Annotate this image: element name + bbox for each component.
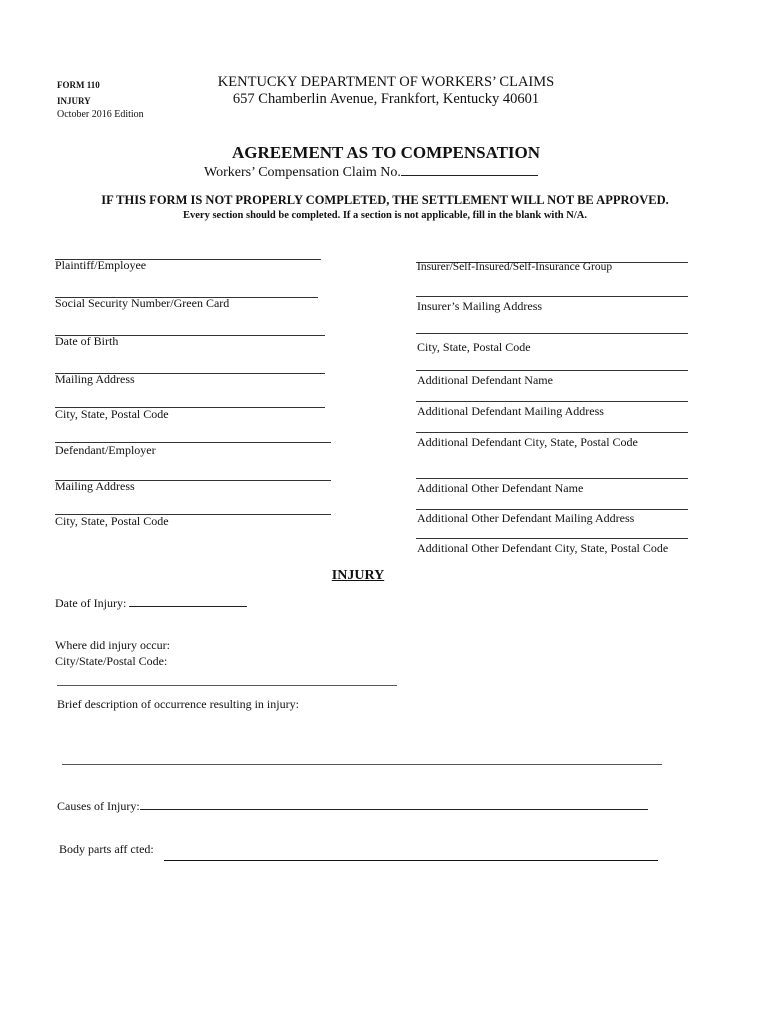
causes-field[interactable] [140, 796, 648, 810]
insurer-city-label: City, State, Postal Code [417, 340, 531, 354]
injury-city-label: City/State/Postal Code: [55, 654, 168, 668]
injury-location-field[interactable] [57, 685, 397, 686]
employer-city-label: City, State, Postal Code [55, 514, 169, 528]
mailing-address-label: Mailing Address [55, 372, 135, 386]
additional-defendant-name-field[interactable] [416, 370, 688, 371]
causes-label: Causes of Injury: [57, 799, 140, 813]
additional-defendant-mailing-label: Additional Defendant Mailing Address [417, 404, 604, 418]
insurer-city-field[interactable] [416, 333, 688, 334]
claim-number-label: Workers’ Compensation Claim No. [204, 165, 401, 180]
date-of-injury-label: Date of Injury: [55, 596, 127, 610]
additional-other-mailing-field[interactable] [416, 509, 688, 510]
dob-label: Date of Birth [55, 334, 119, 348]
date-of-injury-field[interactable] [129, 593, 247, 607]
additional-defendant-city-field[interactable] [416, 432, 688, 433]
additional-other-name-label: Additional Other Defendant Name [417, 481, 584, 495]
additional-defendant-mailing-field[interactable] [416, 401, 688, 402]
form-edition: October 2016 Edition [57, 109, 144, 120]
page-title: AGREEMENT AS TO COMPENSATION [231, 143, 541, 162]
injury-section-heading: INJURY [331, 568, 385, 583]
insurer-mailing-label: Insurer’s Mailing Address [417, 299, 543, 313]
ssn-label: Social Security Number/Green Card [55, 296, 230, 310]
plaintiff-label: Plaintiff/Employee [55, 258, 147, 272]
defendant-employer-label: Defendant/Employer [55, 443, 156, 457]
additional-other-city-field[interactable] [416, 538, 688, 539]
claim-number-field[interactable] [401, 162, 538, 176]
date-of-injury-row [55, 593, 247, 611]
body-parts-label: Body parts aff cted: [59, 842, 154, 856]
additional-other-mailing-label: Additional Other Defendant Mailing Address [417, 511, 635, 525]
employer-mailing-label: Mailing Address [55, 479, 135, 493]
insurer-mailing-field[interactable] [416, 296, 688, 297]
additional-other-name-field[interactable] [416, 478, 688, 479]
city-state-label: City, State, Postal Code [55, 407, 169, 421]
description-field[interactable] [62, 764, 662, 765]
claim-number-row [204, 162, 538, 181]
where-injury-label: Where did injury occur: [55, 638, 170, 652]
body-parts-field[interactable] [164, 860, 658, 861]
agency-address: 657 Chamberlin Avenue, Frankfort, Kentucky 40601 [232, 91, 540, 107]
instruction-text: Every section should be completed. If a section is not applicable, fill in the blank with N/A. [183, 210, 587, 221]
insurer-label: Insurer/Self-Insured/Self-Insurance Group [417, 261, 613, 273]
description-label: Brief description of occurrence resulting in injury: [57, 697, 299, 711]
form-type: INJURY [57, 96, 91, 106]
additional-other-city-label: Additional Other Defendant City, State, Postal Code [417, 541, 669, 555]
additional-defendant-name-label: Additional Defendant Name [417, 373, 553, 387]
warning-text: IF THIS FORM IS NOT PROPERLY COMPLETED, THE SETTLEMENT WILL NOT BE APPROVED. [101, 193, 669, 207]
agency-name: KENTUCKY DEPARTMENT OF WORKERS’ CLAIMS [217, 74, 555, 90]
causes-row [57, 796, 648, 814]
additional-defendant-city-label: Additional Defendant City, State, Postal Code [417, 435, 638, 449]
form-number: FORM 110 [57, 80, 100, 90]
